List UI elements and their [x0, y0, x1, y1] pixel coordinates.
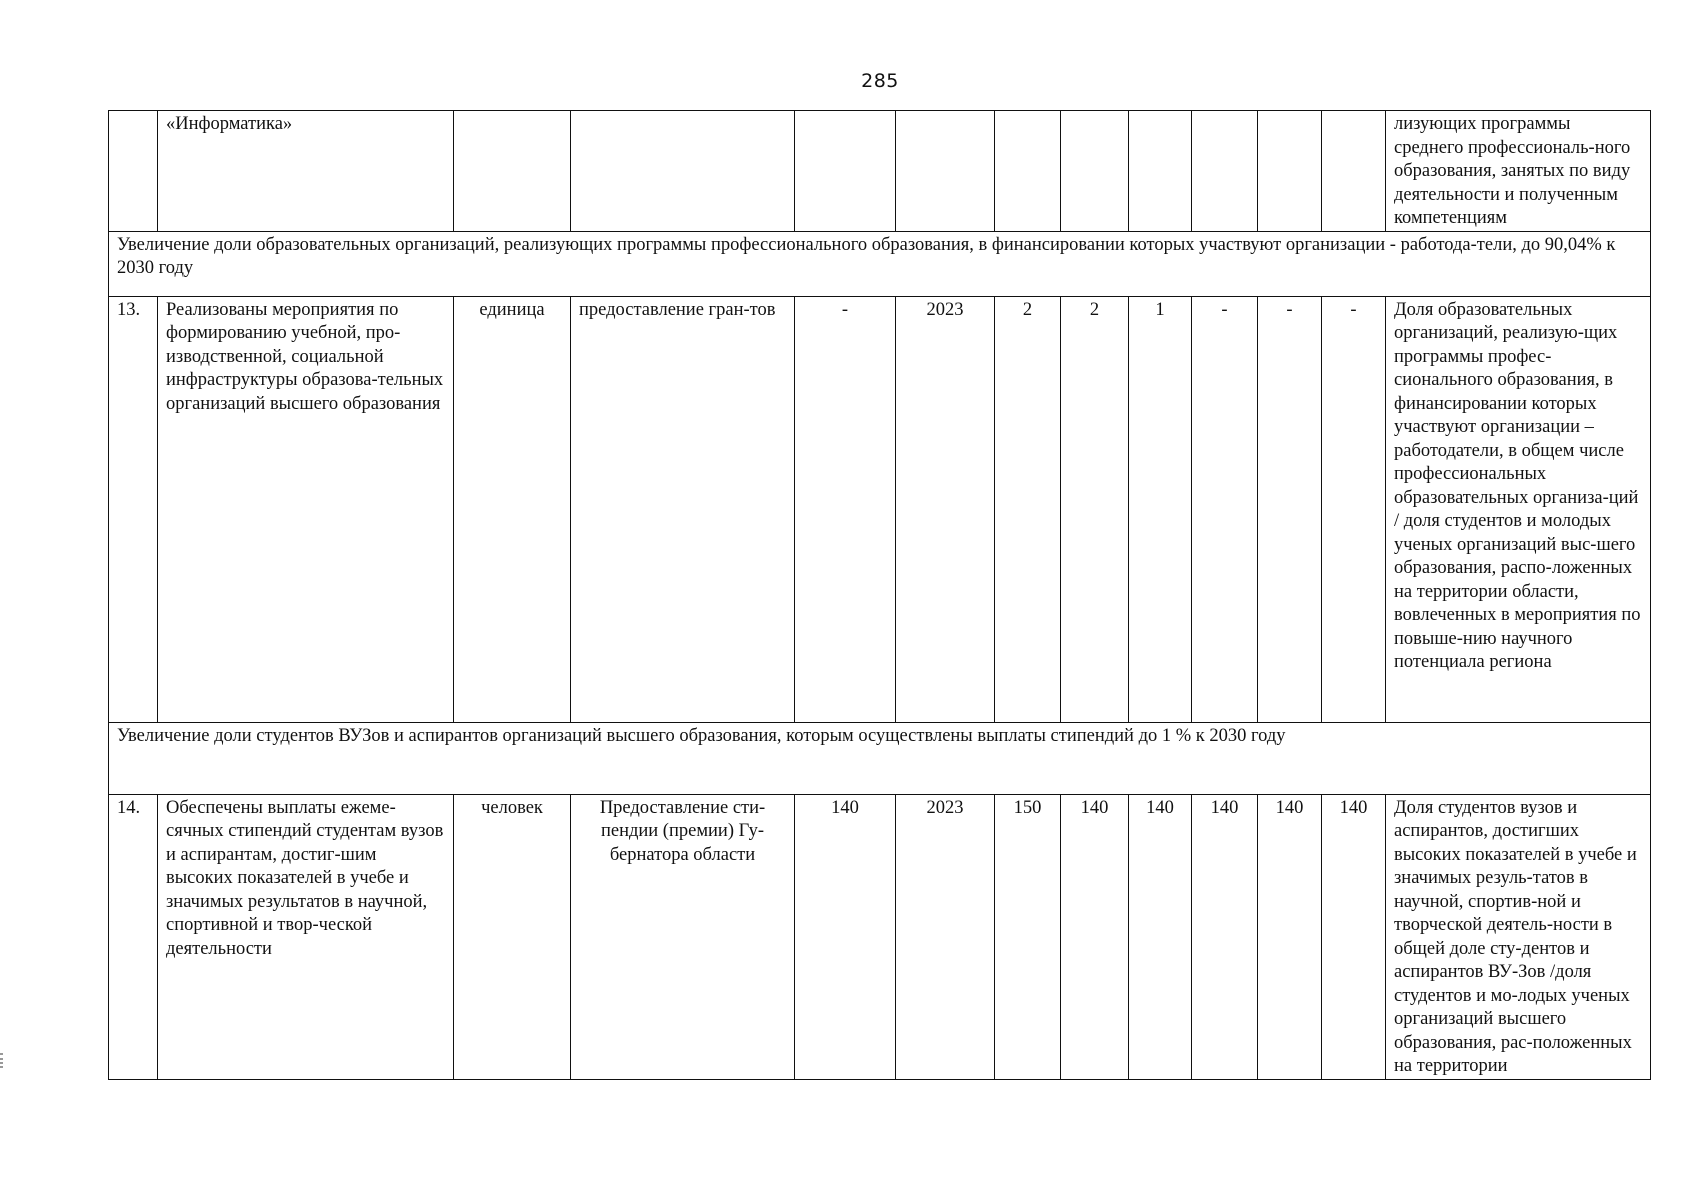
result-cell: «Информатика»: [158, 111, 454, 232]
page-number: 285: [861, 70, 899, 92]
base-year-cell: [896, 111, 995, 232]
value-cell: 2: [1061, 296, 1129, 722]
result-cell: Реализованы мероприятия по формированию учебной, про-изводственной, социальной инфраструктуры образова-тельных организаций высшего образования: [158, 296, 454, 722]
unit-cell: единица: [454, 296, 571, 722]
value-cell: 140: [1061, 794, 1129, 1079]
value-cell: -: [1258, 296, 1322, 722]
mechanism-cell: [571, 111, 795, 232]
value-cell: 2: [995, 296, 1061, 722]
section-heading: Увеличение доли образовательных организаций, реализующих программы профессионального образования, в финансировании которых участвуют организации - работода-тели, до 90,04% к 2030 году: [109, 231, 1651, 296]
value-cell: [1192, 111, 1258, 232]
value-cell: [1061, 111, 1129, 232]
value-cell: 140: [1322, 794, 1386, 1079]
base-year-cell: 2023: [896, 794, 995, 1079]
section-row: [109, 231, 1651, 296]
value-cell: 140: [1129, 794, 1192, 1079]
value-cell: [1129, 111, 1192, 232]
value-cell: 140: [1192, 794, 1258, 1079]
value-cell: [995, 111, 1061, 232]
section-row: [109, 722, 1651, 794]
table-row: [109, 111, 1651, 232]
base-value-cell: -: [795, 296, 896, 722]
value-cell: [1258, 111, 1322, 232]
mechanism-cell: Предоставление сти-пендии (премии) Гу-бернатора области: [571, 794, 795, 1079]
row-number: [109, 111, 158, 232]
table-row: [109, 794, 1651, 1079]
base-year-cell: 2023: [896, 296, 995, 722]
value-cell: -: [1322, 296, 1386, 722]
value-cell: 150: [995, 794, 1061, 1079]
scan-margin-marks: [0, 1052, 4, 1093]
unit-cell: человек: [454, 794, 571, 1079]
measures-table: [108, 110, 1651, 1080]
unit-cell: [454, 111, 571, 232]
value-cell: 140: [1258, 794, 1322, 1079]
indicator-cell: Доля образовательных организаций, реализую-щих программы профес-сионального образования, в финансировании которых участвуют организации – работодатели, в общем числе профессиональных образовательных организа-ций / доля студентов и молодых ученых организаций выс-шего образования, распо-ложенных на территории области, вовлеченных в мероприятия по повыше-нию научного потенциала региона: [1386, 296, 1651, 722]
row-number: 14.: [109, 794, 158, 1079]
table-row: [109, 296, 1651, 722]
value-cell: -: [1192, 296, 1258, 722]
row-number: 13.: [109, 296, 158, 722]
result-cell: Обеспечены выплаты ежеме-сячных стипендий студентам вузов и аспирантам, достиг-шим высоких показателей в учебе и значимых результатов в научной, спортивной и твор-ческой деятельности: [158, 794, 454, 1079]
mechanism-cell: предоставление гран-тов: [571, 296, 795, 722]
value-cell: [1322, 111, 1386, 232]
indicator-cell: Доля студентов вузов и аспирантов, достигших высоких показателей в учебе и значимых резуль-татов в научной, спортив-ной и творческой деятель-ности в общей доле сту-дентов и аспирантов ВУ-Зов /доля студентов и мо-лодых ученых организаций высшего образования, рас-положенных на территории: [1386, 794, 1651, 1079]
base-value-cell: [795, 111, 896, 232]
scan-marks-icon: [0, 1052, 4, 1092]
base-value-cell: 140: [795, 794, 896, 1079]
section-heading: Увеличение доли студентов ВУЗов и аспирантов организаций высшего образования, которым осуществлены выплаты стипендий до 1 % к 2030 году: [109, 722, 1651, 794]
value-cell: 1: [1129, 296, 1192, 722]
indicator-cell: лизующих программы среднего профессиональ-ного образования, занятых по виду деятельности и полученным компетенциям: [1386, 111, 1651, 232]
